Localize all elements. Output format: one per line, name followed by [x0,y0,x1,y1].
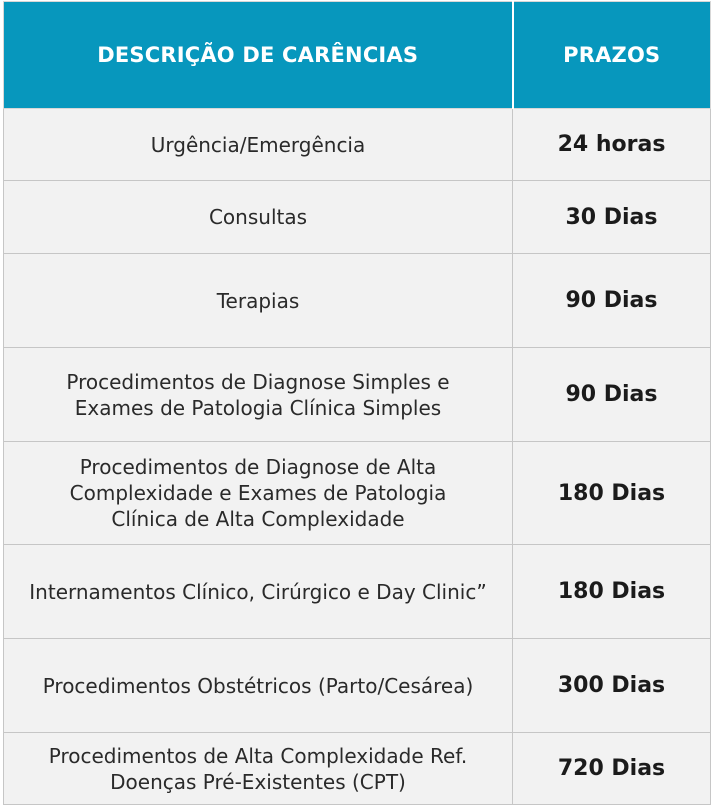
row-deadline: 30 Dias [513,181,711,254]
row-description [4,109,513,181]
description-line: Urgência/Emergência [150,132,366,157]
row-deadline: 720 Dias [513,733,711,805]
description-line: Procedimentos de Diagnose de Alta [79,455,437,479]
row-deadline: 90 Dias [513,348,711,442]
row-description [4,348,513,442]
table-row [4,545,711,639]
row-description [4,181,513,254]
table-row [4,181,711,254]
header-description: DESCRIÇÃO DE CARÊNCIAS [4,2,513,109]
row-description [4,733,513,805]
description-line: Procedimentos de Alta Complexidade Ref. [48,743,468,768]
description-line: Clínica de Alta Complexidade [111,507,405,531]
row-deadline: 300 Dias [513,639,711,733]
carencias-table [3,1,711,805]
table-row [4,254,711,348]
row-description [4,545,513,639]
row-deadline: 24 horas [513,109,711,181]
description-line: Internamentos Clínico, Cirúrgico e Day Clinic” [29,579,487,604]
row-description [4,442,513,545]
description-line: Consultas [208,205,308,229]
description-line: Doenças Pré-Existentes (CPT) [110,769,406,794]
row-deadline: 180 Dias [513,545,711,639]
table-row [4,348,711,442]
table-row [4,639,711,733]
description-line: Exames de Patologia Clínica Simples [74,395,442,420]
table-header-row [4,2,711,109]
description-line: Complexidade e Exames de Patologia [69,481,447,505]
row-description [4,639,513,733]
table-row [4,733,711,805]
description-line: Terapias [216,288,300,313]
row-description [4,254,513,348]
row-deadline: 90 Dias [513,254,711,348]
description-line: Procedimentos de Diagnose Simples e [66,369,450,394]
header-deadline: PRAZOS [513,2,711,109]
row-deadline: 180 Dias [513,442,711,545]
description-line: Procedimentos Obstétricos (Parto/Cesárea) [42,673,474,698]
table-row [4,442,711,545]
table-row [4,109,711,181]
